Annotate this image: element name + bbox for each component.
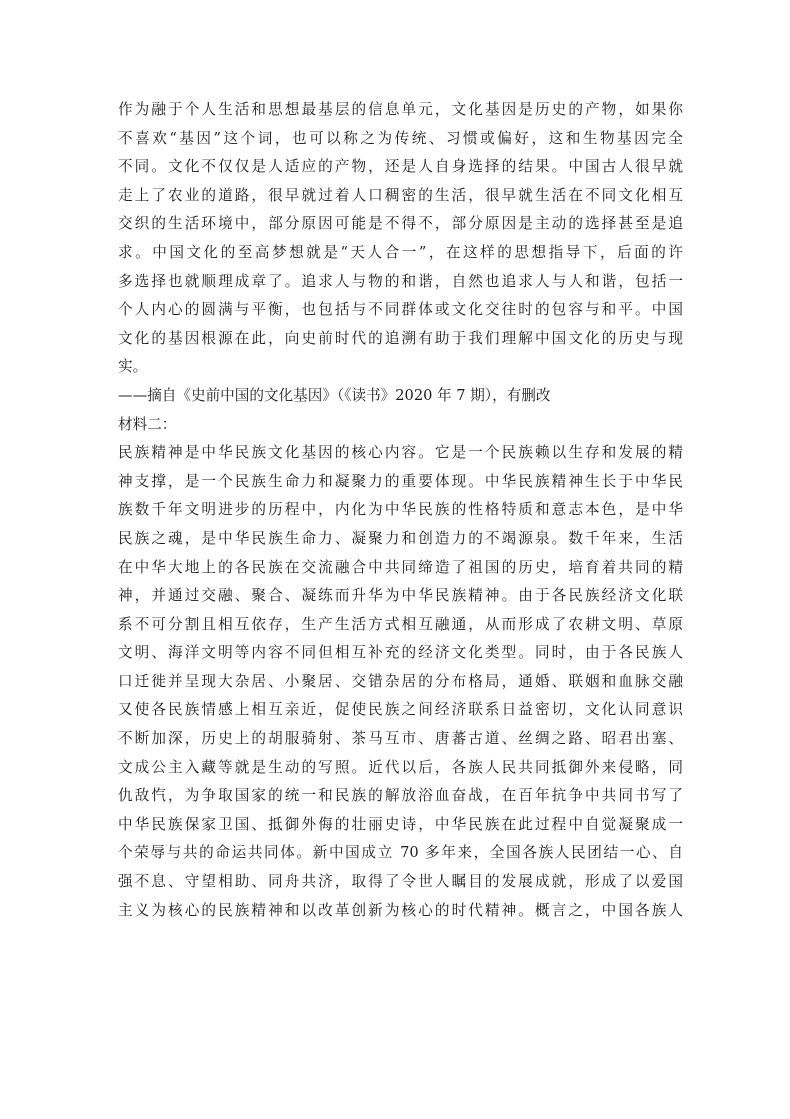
text-line: 口迁徙并呈现大杂居、小聚居、交错杂居的分布格局，通婚、联姻和血脉交融 [118, 672, 683, 690]
text-line: 个荣辱与共的命运共同体。新中国成立 70 多年来，全国各族人民团结一心、自 [118, 844, 683, 862]
text-line: 系不可分割且相互依存，生产生活方式相互融通，从而形成了农耕文明、草原 [118, 615, 683, 633]
text-line: 实。 [118, 358, 148, 376]
text-line: 强不息、守望相助、同舟共济，取得了令世人瞩目的发展成就，形成了以爱国 [118, 873, 683, 891]
text-line: 走上了农业的道路，很早就过着人口稠密的生活，很早就生活在不同文化相互 [118, 186, 683, 204]
text-line: 不断加深，历史上的胡服骑射、茶马互市、唐蕃古道、丝绸之路、昭君出塞、 [118, 730, 683, 748]
source-citation: ——摘自《史前中国的文化基因》（《读书》2020 年 7 期），有删改 [118, 386, 551, 404]
text-line: 仇敌忾，为争取国家的统一和民族的解放浴血奋战，在百年抗争中共同书写了 [118, 787, 683, 805]
text-line: 在中华大地上的各民族在交流融合中共同缔造了祖国的历史，培育着共同的精 [118, 558, 683, 576]
document-page [118, 96, 683, 925]
text-line: 求。中国文化的至高梦想就是“天人合一”，在这样的思想指导下，后面的许 [118, 243, 683, 261]
text-line: 文化的基因根源在此，向史前时代的追溯有助于我们理解中国文化的历史与现 [118, 329, 683, 347]
text-line: 不同。文化不仅仅是人适应的产物，还是人自身选择的结果。中国古人很早就 [118, 158, 683, 176]
text-line: 不喜欢“基因”这个词，也可以称之为传统、习惯或偏好，这和生物基因完全 [118, 129, 683, 147]
text-line: 神，并通过交融、聚合、凝练而升华为中华民族精神。由于各民族经济文化联 [118, 587, 683, 605]
text-line: 作为融于个人生活和思想最基层的信息单元，文化基因是历史的产物，如果你 [118, 101, 683, 118]
text-line: 交织的生活环境中，部分原因可能是不得不，部分原因是主动的选择甚至是追 [118, 215, 683, 233]
text-line: 又使各民族情感上相互亲近，促使民族之间经济联系日益密切，文化认同意识 [118, 701, 683, 719]
text-line: 主义为核心的民族精神和以改革创新为核心的时代精神。概言之，中国各族人 [118, 901, 683, 919]
text-line: 个人内心的圆满与平衡，也包括与不同群体或文化交往时的包容与和平。中国 [118, 301, 683, 319]
text-line: 神支撑，是一个民族生命力和凝聚力的重要体现。中华民族精神生长于中华民 [118, 472, 683, 490]
text-line: 族数千年文明进步的历程中，内化为中华民族的性格特质和意志本色，是中华 [118, 501, 683, 519]
text-line: 文明、海洋文明等内容不同但相互补充的经济文化类型。同时，由于各民族人 [118, 644, 683, 662]
text-line: 多选择也就顺理成章了。追求人与物的和谐，自然也追求人与人和谐，包括一 [118, 272, 683, 290]
section-heading: 材料二： [118, 415, 177, 433]
text-line: 民族精神是中华民族文化基因的核心内容。它是一个民族赖以生存和发展的精 [118, 444, 683, 462]
text-line: 文成公主入藏等就是生动的写照。近代以后，各族人民共同抵御外来侵略，同 [118, 758, 683, 776]
text-line: 中华民族保家卫国、抵御外侮的壮丽史诗，中华民族在此过程中自觉凝聚成一 [118, 815, 683, 833]
text-line: 民族之魂，是中华民族生命力、凝聚力和创造力的不竭源泉。数千年来，生活 [118, 529, 683, 547]
